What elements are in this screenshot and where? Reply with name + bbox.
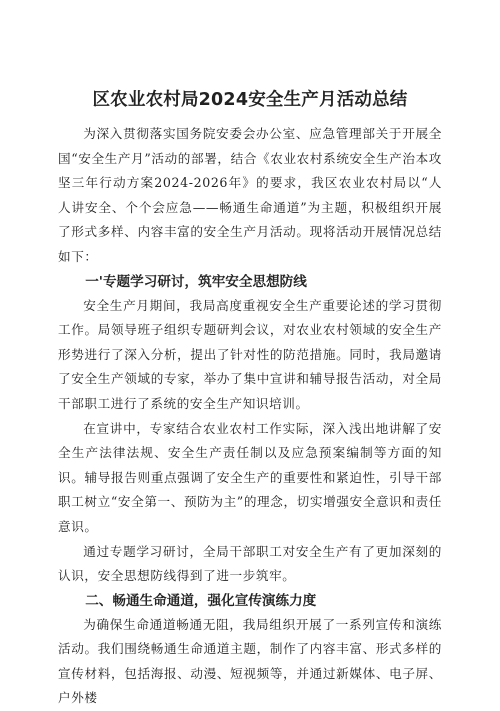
sections-container [58, 270, 442, 711]
intro-paragraph: 为深入贯彻落实国务院安委会办公室、应急管理部关于开展全国“安全生产月”活动的部署，结合《农业农村系统安全生产治本攻坚三年行动方案2024-2026年》的要求，我区农业农村局以“人人讲安全、个个会应急——畅通生命通道”为主题，积极组织开展了形式多样、内容丰富的安全生产月活动。现将活动开展情况总结如下： [58, 126, 442, 264]
section-paragraph: 为确保生命通道畅通无阻，我局组织开展了一系列宣传和演练活动。我们围绕畅通生命通道主题，制作了内容丰富、形式多样的宣传材料，包括海报、动漫、短视频等，并通过新媒体、电子屏、户外楼 [58, 616, 442, 706]
section-paragraph: 通过专题学习研讨，全局干部职工对安全生产有了更加深刻的认识，安全思想防线得到了进一步筑牢。 [58, 543, 442, 584]
document-title: 区农业农村局2024安全生产月活动总结 [92, 90, 408, 110]
section-paragraph: 安全生产月期间，我局高度重视安全生产重要论述的学习贯彻工作。局领导班子组织专题研判会议，对农业农村领域的安全生产形势进行了深入分析，提出了针对性的防范措施。同时，我局邀请了安全生产领域的专家，举办了集中宣讲和辅导报告活动，对全局干部职工进行了系统的安全生产知识培训。 [58, 297, 442, 411]
section-heading: 一'专题学习研讨，筑牢安全思想防线 [85, 273, 307, 290]
section-heading: 二、畅通生命通道，强化宣传演练力度 [85, 592, 317, 609]
section-paragraph: 在宣讲中，专家结合农业农村工作实际，深入浅出地讲解了安全生产法律法规、安全生产责任制以及应急预案编制等方面的知识。辅导报告则重点强调了安全生产的重要性和紧迫性，引导干部职工树立“安全第一、预防为主”的理念，切实增强安全意识和责任意识。 [58, 420, 442, 534]
